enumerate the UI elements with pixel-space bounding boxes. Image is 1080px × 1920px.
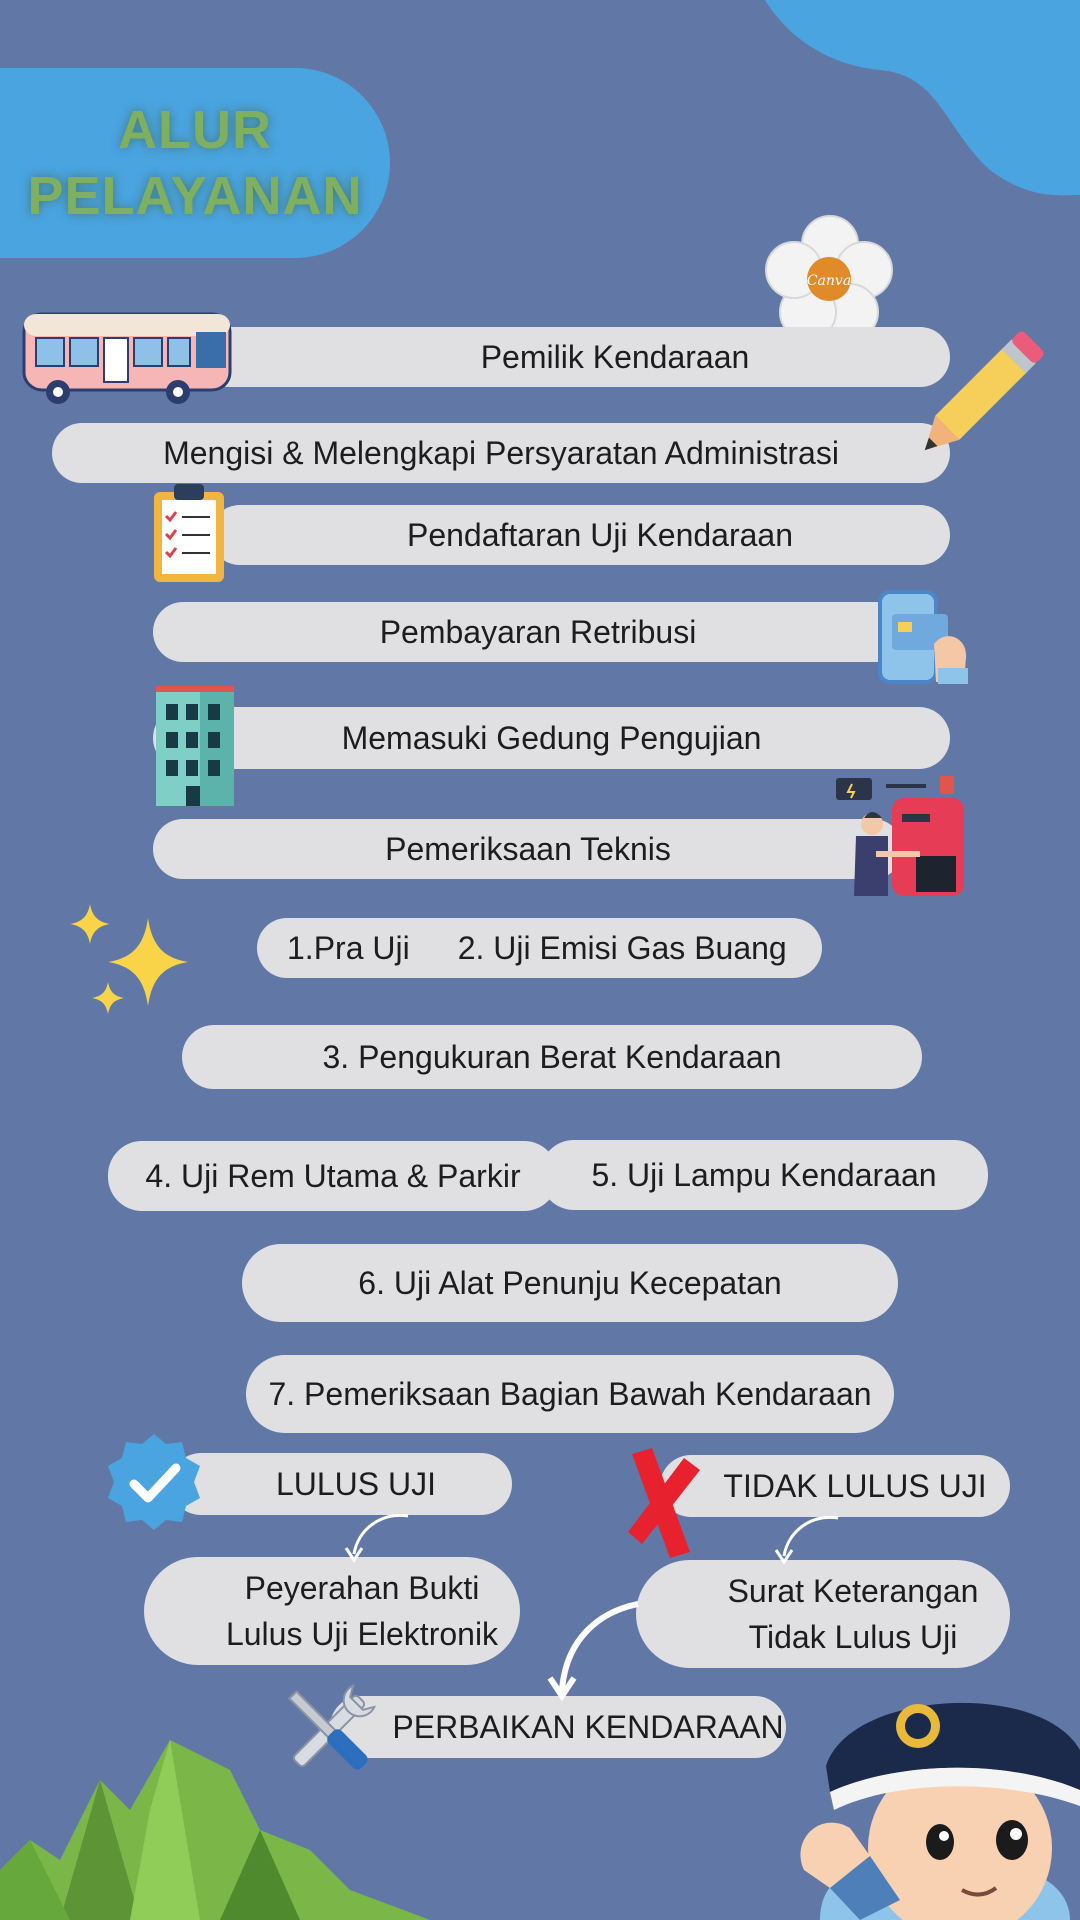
test-underbody xyxy=(246,1355,894,1433)
step-technical-inspection-label: Pemeriksaan Teknis xyxy=(385,830,671,867)
check-badge-icon xyxy=(104,1432,204,1532)
test-lamp-label: 5. Uji Lampu Kendaraan xyxy=(591,1156,937,1193)
test-speedometer xyxy=(242,1244,898,1322)
page-title xyxy=(0,68,390,258)
arrow-fail xyxy=(754,1512,874,1592)
clipboard-icon xyxy=(150,484,230,584)
step-technical-inspection xyxy=(153,819,903,879)
result-fail xyxy=(660,1455,1010,1517)
arrow-pass xyxy=(330,1510,450,1590)
mountain-icon xyxy=(0,1720,430,1920)
fail-outcome-line-2: Tidak Lulus Uji xyxy=(748,1619,958,1655)
test-weight-label: 3. Pengukuran Berat Kendaraan xyxy=(322,1038,782,1075)
test-pre-label: 1.Pra Uji xyxy=(287,929,410,966)
title-line-1: ALUR xyxy=(118,100,272,160)
test-speedometer-label: 6. Uji Alat Penunju Kecepatan xyxy=(358,1264,782,1301)
test-lamp xyxy=(540,1140,988,1210)
sparkles-icon xyxy=(68,900,198,1030)
test-emission-label: 2. Uji Emisi Gas Buang xyxy=(457,929,787,966)
result-fail-label: TIDAK LULUS UJI xyxy=(723,1467,987,1504)
step-enter-building xyxy=(153,707,950,769)
officer-mascot-icon xyxy=(790,1680,1080,1920)
step-enter-building-label: Memasuki Gedung Pengujian xyxy=(341,719,762,756)
test-brake xyxy=(108,1141,558,1211)
arrow-to-repair xyxy=(548,1600,668,1720)
step-registration-label: Pendaftaran Uji Kendaraan xyxy=(406,516,794,553)
bus-icon xyxy=(18,308,238,408)
pencil-icon xyxy=(900,345,1030,475)
repair-step-label: PERBAIKAN KENDARAAN xyxy=(392,1708,784,1745)
pass-outcome-line-1: Peyerahan Bukti xyxy=(244,1570,480,1606)
fail-outcome-line-1: Surat Keterangan xyxy=(727,1573,979,1609)
building-icon xyxy=(152,686,236,806)
step-owner xyxy=(200,327,950,387)
result-pass-label: LULUS UJI xyxy=(275,1465,437,1502)
test-brake-label: 4. Uji Rem Utama & Parkir xyxy=(145,1157,521,1194)
step-payment xyxy=(153,602,923,662)
step-payment-label: Pembayaran Retribusi xyxy=(379,613,697,650)
test-pre xyxy=(257,918,822,978)
step-requirements xyxy=(52,423,950,483)
title-line-2: PELAYANAN xyxy=(27,166,363,226)
step-registration xyxy=(210,505,950,565)
step-requirements-label: Mengisi & Melengkapi Persyaratan Administrasi xyxy=(163,434,839,471)
technician-icon xyxy=(836,770,966,900)
result-pass xyxy=(170,1453,512,1515)
test-weight xyxy=(182,1025,922,1089)
flower-text: Canva xyxy=(806,273,852,289)
payment-phone-icon xyxy=(876,588,976,688)
step-owner-label: Pemilik Kendaraan xyxy=(480,338,750,375)
red-x-icon xyxy=(622,1448,702,1558)
test-underbody-label: 7. Pemeriksaan Bagian Bawah Kendaraan xyxy=(268,1375,872,1412)
pass-outcome-line-2: Lulus Uji Elektronik xyxy=(225,1616,499,1652)
